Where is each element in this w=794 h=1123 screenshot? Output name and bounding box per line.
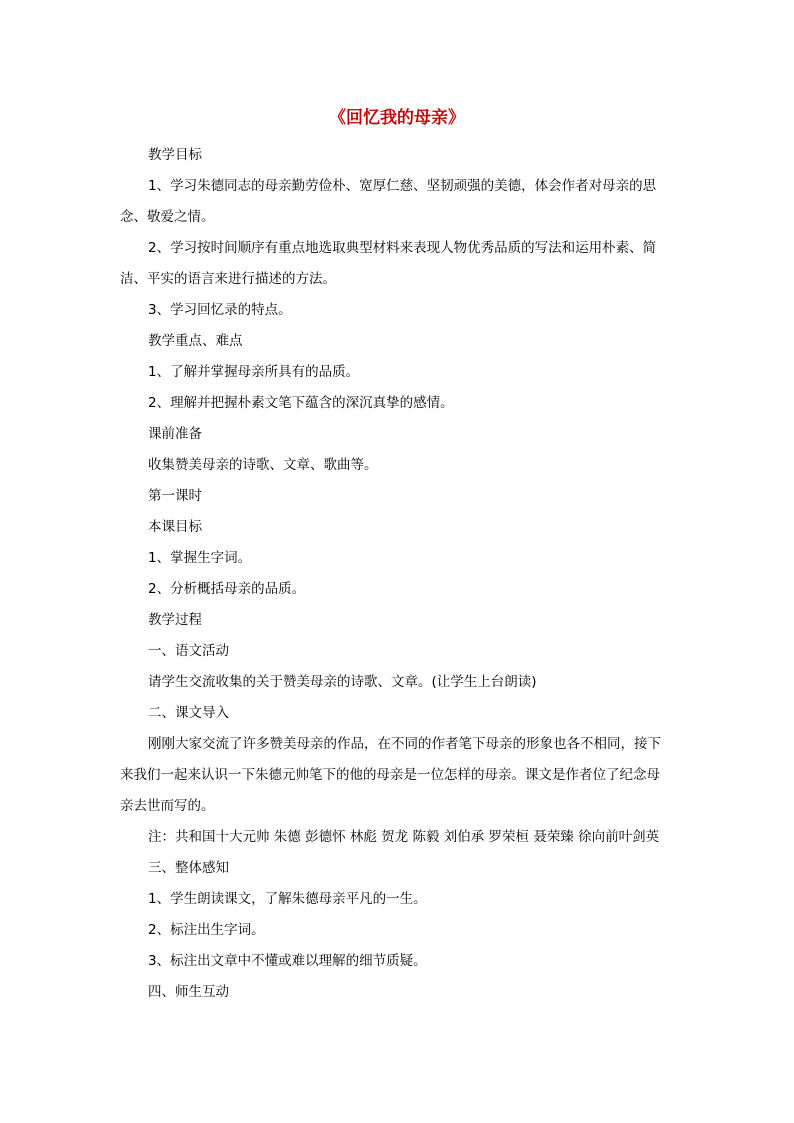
heading-teaching-process: 教学过程 <box>148 612 202 628</box>
paragraph-line: 来我们一起来认识一下朱德元帅笔下的他的母亲是一位怎样的母亲。课文是作者位了纪念母 <box>120 767 660 783</box>
paragraph-line: 收集赞美母亲的诗歌、文章、歌曲等。 <box>148 457 378 473</box>
section-heading: 三、整体感知 <box>148 860 229 876</box>
section-heading: 二、课文导入 <box>148 705 229 721</box>
paragraph-line: 3、学习回忆录的特点。 <box>148 302 292 318</box>
heading-preparation: 课前准备 <box>148 426 202 442</box>
paragraph-line: 刚刚大家交流了许多赞美母亲的作品，在不同的作者笔下母亲的形象也各不相同，接下 <box>148 736 661 752</box>
paragraph-line: 1、了解并掌握母亲所具有的品质。 <box>148 364 360 380</box>
paragraph-line: 请学生交流收集的关于赞美母亲的诗歌、文章。(让学生上台朗读) <box>148 674 537 690</box>
heading-key-points: 教学重点、难点 <box>148 333 243 349</box>
paragraph-line: 3、标注出文章中不懂或难以理解的细节质疑。 <box>148 953 427 969</box>
note-line: 注：共和国十大元帅 朱德 彭德怀 林彪 贺龙 陈毅 刘伯承 罗荣桓 聂荣臻 徐向前叶剑英 <box>148 829 660 845</box>
paragraph-line: 2、分析概括母亲的品质。 <box>148 581 306 597</box>
heading-first-lesson: 第一课时 <box>148 488 202 504</box>
paragraph-line: 2、理解并把握朴素文笔下蕴含的深沉真挚的感情。 <box>148 395 454 411</box>
paragraph-line: 亲去世而写的。 <box>120 798 215 814</box>
paragraph-line: 洁、平实的语言来进行描述的方法。 <box>120 271 336 287</box>
section-heading: 一、语文活动 <box>148 643 229 659</box>
paragraph-line: 1、掌握生字词。 <box>148 550 252 566</box>
document-title: 《回忆我的母亲》 <box>329 108 465 128</box>
paragraph-line: 念、敬爱之情。 <box>120 209 215 225</box>
heading-teaching-goals: 教学目标 <box>148 147 202 163</box>
paragraph-line: 2、学习按时间顺序有重点地选取典型材料来表现人物优秀品质的写法和运用朴素、简 <box>148 240 657 256</box>
paragraph-line: 1、学习朱德同志的母亲勤劳俭朴、宽厚仁慈、坚韧顽强的美德，体会作者对母亲的思 <box>148 178 657 194</box>
paragraph-line: 2、标注出生字词。 <box>148 922 265 938</box>
section-heading: 四、师生互动 <box>148 984 229 1000</box>
heading-lesson-goals: 本课目标 <box>148 519 202 535</box>
paragraph-line: 1、学生朗读课文，了解朱德母亲平凡的一生。 <box>148 891 427 907</box>
